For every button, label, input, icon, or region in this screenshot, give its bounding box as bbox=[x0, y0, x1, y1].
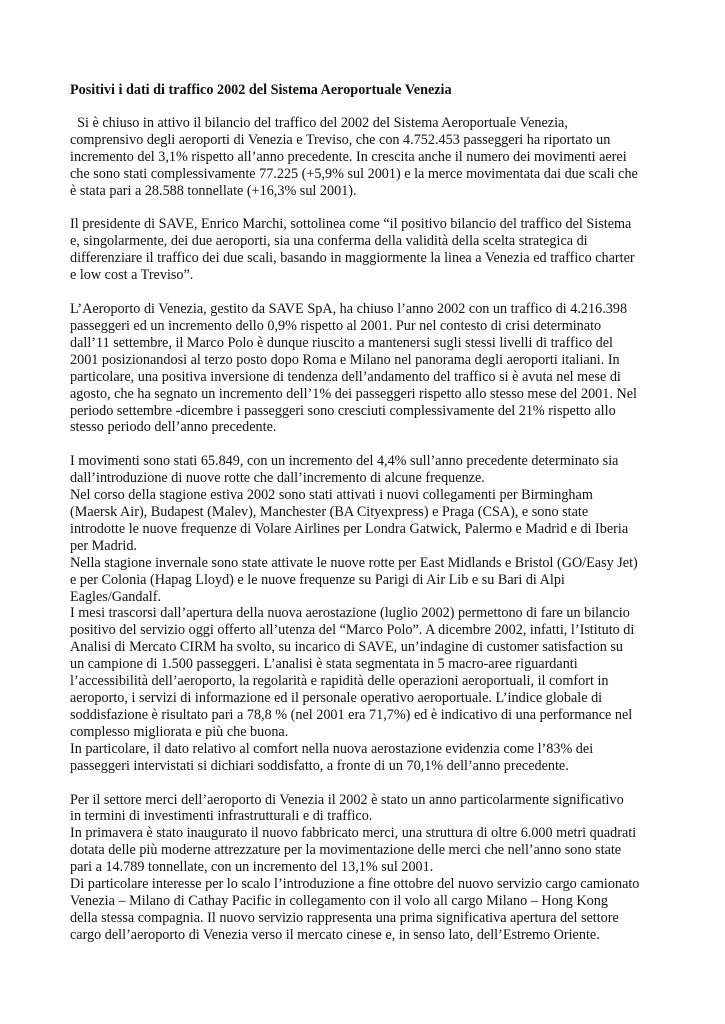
text-line: L’Aeroporto di Venezia, gestito da SAVE SpA, ha chiuso l’anno 2002 con un traffico di 4.216.398 bbox=[70, 301, 628, 318]
text-line: e low cost a Treviso”. bbox=[70, 267, 194, 284]
text-line: l’accessibilità dell’aeroporto, la regolarità e rapidità delle operazioni aeroportuali, il comfort in bbox=[70, 673, 609, 690]
text-line: dall’11 settembre, il Marco Polo è dunque riuscito a mantenersi sugli stessi livelli di traffico del bbox=[70, 334, 613, 351]
text-line: e per Colonia (Hapag Lloyd) e le nuove frequenze su Parigi di Air Lib e su Bari di Alpi bbox=[70, 571, 565, 588]
text-line: agosto, che ha segnato un incremento dell’1% dei passeggeri rispetto allo stesso mese del 2001. Nel bbox=[70, 385, 637, 402]
text-line: che sono stati complessivamente 77.225 (+5,9% sul 2001) e la merce movimentata dai due scali che bbox=[70, 165, 638, 182]
text-line: I mesi trascorsi dall’apertura della nuova aerostazione (luglio 2002) permettono di fare un bilancio bbox=[70, 605, 630, 622]
text-line: passeggeri intervistati si dichiari soddisfatto, a fronte di un 70,1% dell’anno precedente. bbox=[70, 757, 569, 774]
text-line: cargo dell’aeroporto di Venezia verso il mercato cinese e, in senso lato, dell’Estremo Oriente. bbox=[70, 926, 600, 943]
paragraph bbox=[70, 301, 660, 436]
text-line: e, singolarmente, dei due aeroporti, sia una conferma della validità della scelta strategica di bbox=[70, 233, 588, 250]
text-line: Nella stagione invernale sono state attivate le nuove rotte per East Midlands e Bristol (GO/Easy Jet) bbox=[70, 554, 638, 571]
text-line: un campione di 1.500 passeggeri. L’analisi è stata segmentata in 5 macro-aree riguardanti bbox=[70, 656, 578, 673]
paragraph bbox=[70, 876, 660, 944]
text-line: Si è chiuso in attivo il bilancio del traffico del 2002 del Sistema Aeroportuale Venezia, bbox=[70, 114, 568, 131]
paragraph bbox=[70, 216, 660, 284]
paragraph bbox=[70, 605, 660, 740]
text-line: stesso periodo dell’anno precedente. bbox=[70, 419, 277, 436]
text-line: Di particolare interesse per lo scalo l’introduzione a fine ottobre del nuovo servizio cargo camionato bbox=[70, 876, 640, 893]
text-line: periodo settembre -dicembre i passeggeri sono cresciuti complessivamente del 21% rispetto allo bbox=[70, 402, 616, 419]
text-line: in termini di investimenti infrastrutturali e di traffico. bbox=[70, 808, 373, 825]
text-line: dotata delle più moderne attrezzature per la movimentazione delle merci che nell’anno sono state bbox=[70, 842, 622, 859]
text-line: positivo del servizio oggi offerto all’utenza del “Marco Polo”. A dicembre 2002, infatti, l’Istituto di bbox=[70, 622, 635, 639]
text-line: In particolare, il dato relativo al comfort nella nuova aerostazione evidenzia come l’83% dei bbox=[70, 740, 594, 757]
text-line: In primavera è stato inaugurato il nuovo fabbricato merci, una struttura di oltre 6.000 metri quadrati bbox=[70, 825, 637, 842]
text-line: Per il settore merci dell’aeroporto di Venezia il 2002 è stato un anno particolarmente significativo bbox=[70, 791, 624, 808]
text-line: Il presidente di SAVE, Enrico Marchi, sottolinea come “il positivo bilancio del traffico del Sistema bbox=[70, 216, 632, 233]
paragraph bbox=[70, 792, 660, 826]
text-line: pari a 14.789 tonnellate, con un incremento del 13,1% sul 2001. bbox=[70, 859, 434, 876]
text-line: dall’introduzione di nuove rotte che dall’incremento di alcune frequenze. bbox=[70, 470, 485, 487]
text-line: introdotte le nuove frequenze di Volare Airlines per Londra Gatwick, Palermo e Madrid e di Iberia bbox=[70, 520, 629, 537]
text-line: (Maersk Air), Budapest (Malev), Manchester (BA Cityexpress) e Praga (CSA), e sono state bbox=[70, 504, 589, 521]
text-line: Venezia – Milano di Cathay Pacific in collegamento con il volo all cargo Milano – Hong Kong bbox=[70, 892, 608, 909]
text-line: comprensivo degli aeroporti di Venezia e Treviso, che con 4.752.453 passeggeri ha riportato un bbox=[70, 131, 611, 148]
text-line: della stessa compagnia. Il nuovo servizio rappresenta una prima significativa apertura del settore bbox=[70, 909, 619, 926]
text-line: passeggeri ed un incremento dello 0,9% rispetto al 2001. Pur nel contesto di crisi determinato bbox=[70, 317, 602, 334]
text-line: Analisi di Mercato CIRM ha svolto, su incarico di SAVE, un’indagine di customer satisfaction su bbox=[70, 639, 623, 656]
text-line: 2001 posizionandosi al terzo posto dopo Roma e Milano nel panorama degli aeroporti italiani. In bbox=[70, 351, 620, 368]
text-line: particolare, una positiva inversione di tendenza dell’andamento del traffico si è avuta nel mese di bbox=[70, 368, 621, 385]
paragraph bbox=[70, 741, 660, 775]
text-line: per Madrid. bbox=[70, 537, 137, 554]
text-line: soddisfazione è risultato pari a 78,8 % (nel 2001 era 71,7%) ed è indicativo di una performance nel bbox=[70, 706, 633, 723]
paragraph bbox=[70, 115, 660, 200]
text-line: differenziare il traffico dei due scali, basando in maggiormente la linea a Venezia ed traffico charter bbox=[70, 250, 635, 267]
text-line: I movimenti sono stati 65.849, con un incremento del 4,4% sull’anno precedente determinato sia bbox=[70, 453, 619, 470]
text-line: è stata pari a 28.588 tonnellate (+16,3% sul 2001). bbox=[70, 182, 357, 199]
paragraph bbox=[70, 555, 660, 606]
paragraph bbox=[70, 453, 660, 487]
paragraph bbox=[70, 487, 660, 555]
document-body bbox=[70, 115, 660, 944]
document-title: Positivi i dati di traffico 2002 del Sistema Aeroportuale Venezia bbox=[70, 82, 452, 98]
text-line: complesso migliorata e più che buona. bbox=[70, 723, 289, 740]
text-line: aeroporto, i servizi di informazione ed il personale operativo aeroportuale. L’indice globale di bbox=[70, 690, 603, 706]
paragraph bbox=[70, 825, 660, 876]
text-line: incremento del 3,1% rispetto all’anno precedente. In crescita anche il numero dei movimenti aerei bbox=[70, 148, 627, 165]
document-page bbox=[70, 82, 660, 944]
text-line: Nel corso della stagione estiva 2002 sono stati attivati i nuovi collegamenti per Birmingham bbox=[70, 487, 593, 504]
text-line: Eagles/Gandalf. bbox=[70, 588, 161, 605]
